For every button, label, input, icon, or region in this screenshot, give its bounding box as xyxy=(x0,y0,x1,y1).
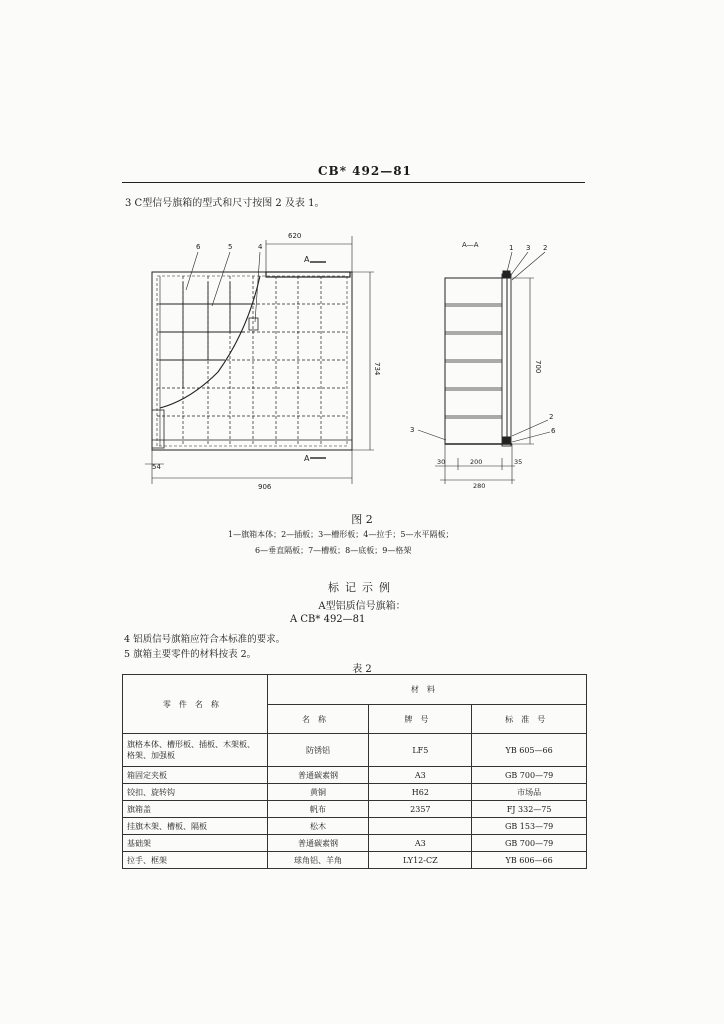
side-view xyxy=(445,271,512,446)
leader-5 xyxy=(212,252,230,306)
cell-standard: FJ 332—75 xyxy=(472,801,587,818)
table-row xyxy=(123,801,587,818)
table-row xyxy=(123,818,587,835)
callout-5: 5 xyxy=(228,243,233,251)
cell-part: 铰扣、旋转钩 xyxy=(123,784,268,801)
leader-4 xyxy=(255,252,260,322)
cell-standard: YB 605—66 xyxy=(472,734,587,767)
table-row xyxy=(123,767,587,784)
dim-200-label: 200 xyxy=(470,458,483,466)
figure-legend-line-2: 6—垂直隔板；7—槽板；8—底板；9—格架 xyxy=(255,546,412,555)
dim-54-label: 54 xyxy=(152,463,161,471)
cell-standard: 市场品 xyxy=(472,784,587,801)
table-row xyxy=(123,852,587,869)
cell-grade: 2357 xyxy=(369,801,472,818)
cell-name: 帆布 xyxy=(267,801,369,818)
header-material: 材料 xyxy=(267,675,586,705)
cell-grade: LY12-CZ xyxy=(369,852,472,869)
header-standard: 标准号 xyxy=(472,705,587,734)
table-row xyxy=(123,835,587,852)
paragraph-3: 3 C型信号旗箱的型式和尺寸按图 2 及表 1。 xyxy=(125,198,325,209)
side-bottom-hinge xyxy=(503,437,510,444)
cell-part: 拉手、框架 xyxy=(123,852,268,869)
side-callout-1: 1 xyxy=(509,244,514,252)
paragraph-5: 5 旗箱主要零件的材料按表 2。 xyxy=(124,649,257,660)
dim-280-label: 280 xyxy=(473,482,486,490)
cabinet-inner-dashed xyxy=(157,276,347,446)
cell-part: 挂旗木架、槽板、隔板 xyxy=(123,818,268,835)
cell-grade: A3 xyxy=(369,835,472,852)
side-outline xyxy=(445,278,507,444)
cell-name: 松木 xyxy=(267,818,369,835)
leader-side-left-3 xyxy=(418,430,446,440)
side-shelves xyxy=(445,304,502,418)
front-view xyxy=(152,272,352,450)
header-part-name: 零件名称 xyxy=(123,675,268,734)
callout-4: 4 xyxy=(258,243,263,251)
example-name: A型铝质信号旗箱： xyxy=(318,601,406,612)
example-code: A CB* 492—81 xyxy=(290,614,366,625)
cell-part: 箱固定夹板 xyxy=(123,767,268,784)
side-dimensions xyxy=(418,252,550,484)
figure-title: 图 2 xyxy=(351,513,373,526)
side-callout-right-6: 6 xyxy=(551,427,556,435)
cell-name: 普通碳素钢 xyxy=(267,767,369,784)
leader-side-1 xyxy=(507,252,512,272)
leader-side-2 xyxy=(512,252,545,280)
cabinet-outline xyxy=(152,272,352,450)
figure-2-drawing xyxy=(0,0,724,510)
dim-35-label: 35 xyxy=(514,458,523,466)
latch-block xyxy=(249,318,258,330)
cell-name: 球角铝、羊角 xyxy=(267,852,369,869)
section-title-aa: A—A xyxy=(462,241,479,249)
materials-table xyxy=(122,674,587,869)
cell-grade: LF5 xyxy=(369,734,472,767)
grid-solid-left xyxy=(160,282,255,388)
leader-side-3 xyxy=(511,252,528,275)
dim-906-label: 906 xyxy=(258,483,272,491)
header-grade: 牌号 xyxy=(369,705,472,734)
side-callout-right-2: 2 xyxy=(549,413,554,421)
cell-part: 旗箱盖 xyxy=(123,801,268,818)
callout-6: 6 xyxy=(196,243,201,251)
section-marker-bottom: A xyxy=(304,454,310,463)
leader-6 xyxy=(186,252,198,290)
dim-30-label: 30 xyxy=(437,458,446,466)
side-callout-3: 3 xyxy=(526,244,531,252)
cell-name: 防锈铝 xyxy=(267,734,369,767)
paragraph-4: 4 铝质信号旗箱应符合本标准的要求。 xyxy=(124,634,286,645)
side-top-hinge xyxy=(503,271,510,278)
section-marker-top: A xyxy=(304,255,310,264)
cell-grade: A3 xyxy=(369,767,472,784)
dim-700-label: 700 xyxy=(534,360,542,374)
cell-grade xyxy=(369,818,472,835)
cell-part: 基础架 xyxy=(123,835,268,852)
cell-name: 黄铜 xyxy=(267,784,369,801)
table-row xyxy=(123,734,587,767)
cell-standard: YB 606—66 xyxy=(472,852,587,869)
table-row xyxy=(123,784,587,801)
dim-620-label: 620 xyxy=(288,232,302,240)
cell-part: 旗格本体、槽形板、插板、木架板、格架、加强板 xyxy=(123,734,268,767)
example-title: 标记示例 xyxy=(328,581,396,594)
dim-734-label: 734 xyxy=(373,362,381,376)
grid-verticals xyxy=(183,276,321,446)
figure-legend-line-1: 1—旗箱本体；2—插板；3—槽形板；4—拉手；5—水平隔板； xyxy=(228,530,454,539)
header-material-name: 名称 xyxy=(267,705,369,734)
cell-name: 普通碳素钢 xyxy=(267,835,369,852)
side-callout-left-3: 3 xyxy=(410,426,415,434)
table-title: 表 2 xyxy=(352,664,372,675)
standard-code-header: CB* 492—81 xyxy=(318,164,412,178)
cell-grade: H62 xyxy=(369,784,472,801)
cell-standard: GB 700—79 xyxy=(472,767,587,784)
cell-standard: GB 153—79 xyxy=(472,818,587,835)
cell-standard: GB 700—79 xyxy=(472,835,587,852)
side-callout-2: 2 xyxy=(543,244,548,252)
